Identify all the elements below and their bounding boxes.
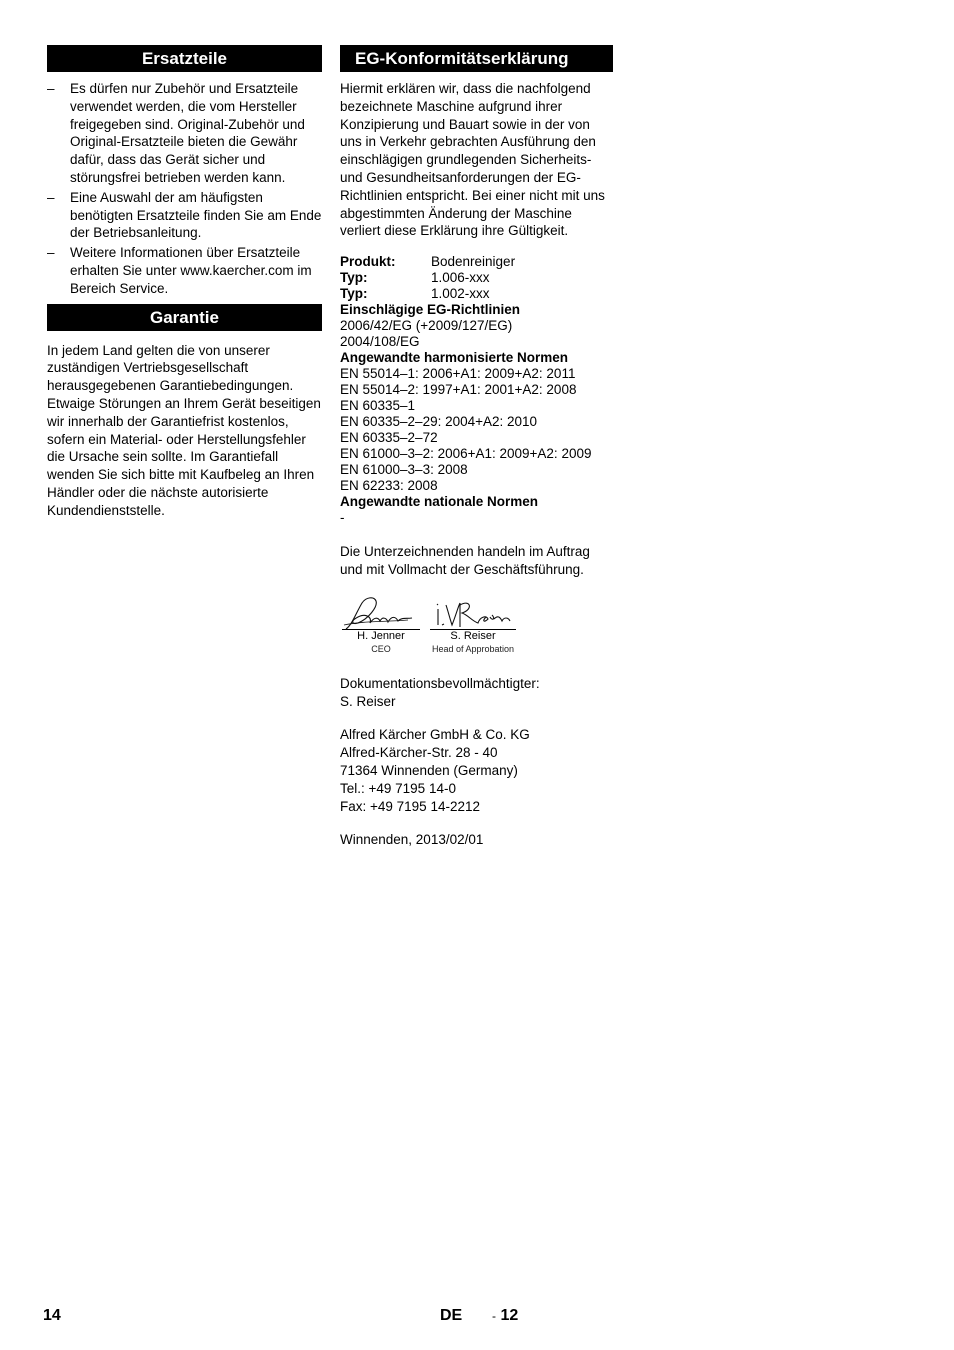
- list-item: [47, 189, 322, 242]
- standard-item: EN 60335–2–72: [340, 430, 438, 446]
- language-code: DE: [440, 1307, 463, 1324]
- signatories-text: Die Unterzeichnenden handeln im Auftrag und mit Vollmacht der Geschäftsführung.: [340, 544, 590, 577]
- directive-item: 2006/42/EG (+2009/127/EG): [340, 318, 513, 334]
- address-line: Alfred-Kärcher-Str. 28 - 40: [340, 745, 498, 761]
- type-label: Typ:: [340, 270, 368, 286]
- list-item-text: Weitere Informationen über Ersatzteile erhalten Sie unter www.kaercher.com im Bereich Service.: [70, 245, 312, 296]
- page-number: 14: [43, 1307, 61, 1324]
- documentation-label: Dokumentationsbevollmächtigter:: [340, 675, 540, 691]
- signature-reiser: [430, 595, 516, 655]
- handwritten-signature-icon: [342, 595, 420, 631]
- list-item: [47, 80, 322, 187]
- directives-heading: Einschlägige EG-Richtlinien: [340, 302, 521, 318]
- declaration-intro: Hiermit erklären wir, dass die nachfolgend bezeichnete Maschine aufgrund ihrer Konzipierung und Bauart sowie in der von uns in Verkehr gebrachten Ausführung den einschlägigen grundlegenden Sicherheits- und Gesundheitsanforderungen der EG-Richtlinien entspricht. Bei einer nicht mit uns abgestimmten Änderung der Maschine verliert diese Erklärung ihre Gültigkeit.: [340, 81, 605, 239]
- signatory-role: Head of Approbation: [431, 643, 515, 654]
- product-value: Bodenreiniger: [431, 254, 516, 270]
- section-page-number: 12: [500, 1307, 519, 1324]
- dash-bullet: –: [47, 245, 55, 261]
- list-item: [47, 244, 322, 297]
- place-date: Winnenden, 2013/02/01: [340, 832, 484, 848]
- type-row: [340, 286, 613, 302]
- harmonised-heading: Angewandte harmonisierte Normen: [340, 350, 569, 366]
- directive-item: 2004/108/EG: [340, 334, 420, 350]
- signatory-role: CEO: [371, 643, 391, 654]
- standard-item: EN 60335–1: [340, 398, 416, 414]
- spare-parts-heading: Ersatzteile: [47, 45, 322, 72]
- type-row: [340, 270, 613, 286]
- spare-parts-list: [47, 80, 322, 298]
- handwritten-signature-icon: [430, 595, 516, 631]
- national-value: -: [340, 510, 345, 526]
- address-block: [340, 726, 613, 815]
- dash-bullet: –: [47, 81, 55, 96]
- type-value: 1.006-xxx: [431, 270, 490, 286]
- type-label: Typ:: [340, 286, 368, 302]
- address-line: 71364 Winnenden (Germany): [340, 762, 518, 778]
- warranty-heading: Garantie: [47, 304, 322, 331]
- standard-item: EN 55014–2: 1997+A1: 2001+A2: 2008: [340, 382, 577, 398]
- standard-item: EN 60335–2–29: 2004+A2: 2010: [340, 414, 538, 430]
- section-dash: -: [492, 1309, 496, 1323]
- section-page: [492, 1307, 518, 1325]
- warranty-text: In jedem Land gelten die von unserer zuständigen Vertriebsgesellschaft herausgegebenen Garantiebedingungen. Etwaige Störungen an Ihrem Gerät beseitigen wir innerhalb der Garantiefrist kostenlos, sofern ein Material- oder Herstellungsfehler die Ursache sein sollte. Im Garantiefall wenden Sie sich bitte mit Kaufbeleg an Ihren Händler oder die nächste autorisierte Kundendienststelle.: [47, 342, 321, 518]
- signatory-name: H. Jenner: [357, 629, 405, 642]
- address-line: Fax: +49 7195 14-2212: [340, 798, 480, 814]
- signatory-name: S. Reiser: [450, 629, 496, 642]
- signature-block: [340, 595, 613, 661]
- product-label: Produkt:: [340, 254, 396, 270]
- dash-bullet: –: [47, 189, 55, 205]
- documentation-name: S. Reiser: [340, 693, 396, 709]
- national-heading: Angewandte nationale Normen: [340, 494, 539, 510]
- type-value: 1.002-xxx: [431, 286, 490, 302]
- product-row: [340, 254, 613, 270]
- standard-item: EN 62233: 2008: [340, 478, 438, 494]
- left-column: [47, 45, 322, 520]
- standard-item: EN 61000–3–2: 2006+A1: 2009+A2: 2009: [340, 446, 592, 462]
- declaration-heading: EG-Konformitätserklärung: [340, 45, 613, 72]
- list-item-text: Eine Auswahl der am häufigsten benötigten Ersatzteile finden Sie am Ende der Betriebsanleitung.: [70, 189, 322, 241]
- standard-item: EN 61000–3–3: 2008: [340, 462, 468, 478]
- documentation-block: [340, 675, 613, 711]
- right-column: [340, 45, 613, 849]
- signature-jenner: [342, 595, 420, 655]
- list-item-text: Es dürfen nur Zubehör und Ersatzteile verwendet werden, die vom Hersteller freigegeben sind. Original-Zubehör und Original-Ersatzteile bieten die Gewähr dafür, dass das Gerät sicher und störungsfrei betrieben werden kann.: [70, 81, 305, 185]
- standard-item: EN 55014–1: 2006+A1: 2009+A2: 2011: [340, 366, 576, 382]
- declaration-spec: [340, 254, 613, 526]
- address-line: Tel.: +49 7195 14-0: [340, 780, 456, 796]
- address-line: Alfred Kärcher GmbH & Co. KG: [340, 727, 530, 743]
